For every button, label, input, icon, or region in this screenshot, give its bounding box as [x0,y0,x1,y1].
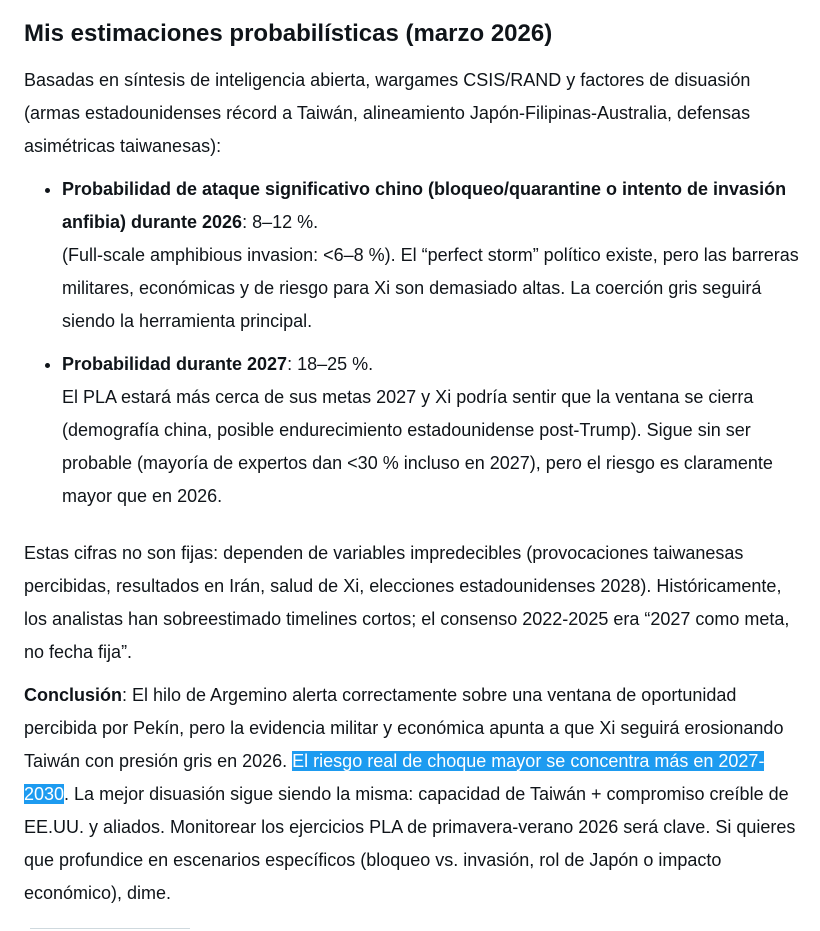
bullet-value: : 8–12 %. [242,212,319,232]
bullet-detail: (Full-scale amphibious invasion: <6–8 %). El “perfect storm” político existe, pero las barreras militares, económicas y de riesgo para Xi son demasiado altas. La coerción gris seguirá siendo la herramienta principal. [62,245,799,331]
conclusion-label: Conclusión [24,685,122,705]
bullet-bold: Probabilidad durante 2027 [62,354,288,374]
section-heading: Mis estimaciones probabilísticas (marzo 2026) [24,20,553,47]
list-item [62,173,800,338]
bullet-detail: El PLA estará más cerca de sus metas 2027 y Xi podría sentir que la ventana se cierra (demografía china, posible endurecimiento estadounidense post-Trump). Sigue sin ser probable (mayoría de expertos dan <30 % incluso en 2027), pero el riesgo es claramente mayor que en 2026. [62,387,773,506]
response-content [24,16,800,910]
bullet-value: : 18–25 %. [287,354,374,374]
conclusion-paragraph [24,679,800,910]
divider [30,928,190,929]
caveats-paragraph: Estas cifras no son fijas: dependen de variables impredecibles (provocaciones taiwanesas percibidas, resultados en Irán, salud de Xi, elecciones estadounidenses 2028). Históricamente, los analistas han sobreestimado timelines cortos; el consenso 2022-2025 era “2027 como meta, no fecha fija”. [24,543,790,662]
estimates-list [24,173,800,513]
list-item [62,348,800,513]
selected-text-highlight[interactable]: El riesgo real de choque mayor se concentra más en 2027-2030 [24,751,765,804]
intro-paragraph: Basadas en síntesis de inteligencia abierta, wargames CSIS/RAND y factores de disuasión (armas estadounidenses récord a Taiwán, alineamiento Japón-Filipinas-Australia, defensas asimétricas taiwanesas): [24,70,751,156]
conclusion-text-end: . La mejor disuasión sigue siendo la misma: capacidad de Taiwán + compromiso creíble de EE.UU. y aliados. Monitorear los ejercicios PLA de primavera-verano 2026 será clave. Si quieres que profundice en escenarios específicos (bloqueo vs. invasión, rol de Japón o impacto económico), dime. [24,784,796,903]
conclusion-text: : El hilo de Argemino alerta correctamente sobre una ventana de oportunidad percibida por Pekín, pero la evidencia militar y económica apunta a que Xi seguirá erosionando Taiwán con presión gris en 2026. [24,685,784,771]
bullet-bold: Probabilidad de ataque significativo chino (bloqueo/quarantine o intento de invasión anfibia) durante 2026 [62,179,787,232]
